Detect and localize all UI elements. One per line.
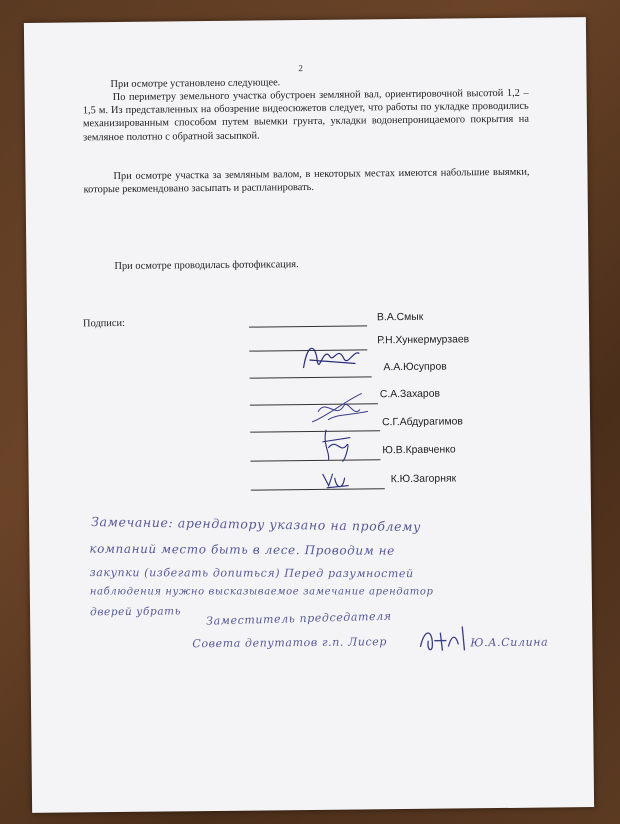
signatory-name: С.А.Захаров xyxy=(379,388,441,401)
signatory-name: Р.Н.Хункермурзаев xyxy=(377,334,470,347)
page-number: 2 xyxy=(298,63,303,74)
signature-line xyxy=(249,325,367,327)
photo-note: При осмотре проводилась фотофиксация. xyxy=(114,259,299,273)
handwritten-line: компаний место быть в лесе. Проводим не xyxy=(89,541,395,558)
handwritten-line: Заместитель председателя xyxy=(205,609,392,628)
handwritten-line: дверей убрать xyxy=(89,605,182,619)
handwritten-line: наблюдения нужно высказываемое замечание арендатор xyxy=(89,586,434,598)
signature-scribble xyxy=(297,337,367,378)
signature-line xyxy=(251,488,385,490)
paragraph-2: При осмотре участка за земляным валом, в некоторых местах имеются набольшие выямки, которые рекомендовано засыпать и распланировать. xyxy=(83,166,530,196)
handwritten-line: Совета депутатов г.п. Лисер xyxy=(192,635,388,651)
signature-scribble xyxy=(316,423,360,463)
handwritten-line: закупки (избегать допиться) Перед разумностей xyxy=(89,566,414,581)
signatory-name: К.Ю.Загорняк xyxy=(390,473,457,486)
signature-scribble xyxy=(319,466,355,494)
signatory-name: В.А.Смык xyxy=(376,311,424,324)
signature-scribble xyxy=(308,391,378,428)
intro-text: При осмотре установлено следующее. xyxy=(110,77,281,91)
signatory-name: Ю.В.Кравченко xyxy=(382,444,456,457)
signatory-name: С.Г.Абдурагимов xyxy=(382,416,463,429)
paragraph-1: По периметру земельного участка обустроен земляной вал, ориентировочной высотой 1,2 – 1,5 м. Из представленных на обозрение видеосюжетов следует, что работы по укладке проводились механизированным способом путем выемки грунта, укладки водонепроницаемого покрытия на земляное полотно с обратной засыпкой. xyxy=(82,87,529,143)
handwritten-line: Ю.А.Силина xyxy=(470,635,549,650)
handwritten-line: Замечание: арендатору указано на проблему xyxy=(91,513,422,535)
signatory-name: А.А.Юсупров xyxy=(383,361,447,374)
signatures-label: Подписи: xyxy=(82,317,125,330)
signature-scribble xyxy=(416,622,472,657)
document-page xyxy=(24,17,594,813)
